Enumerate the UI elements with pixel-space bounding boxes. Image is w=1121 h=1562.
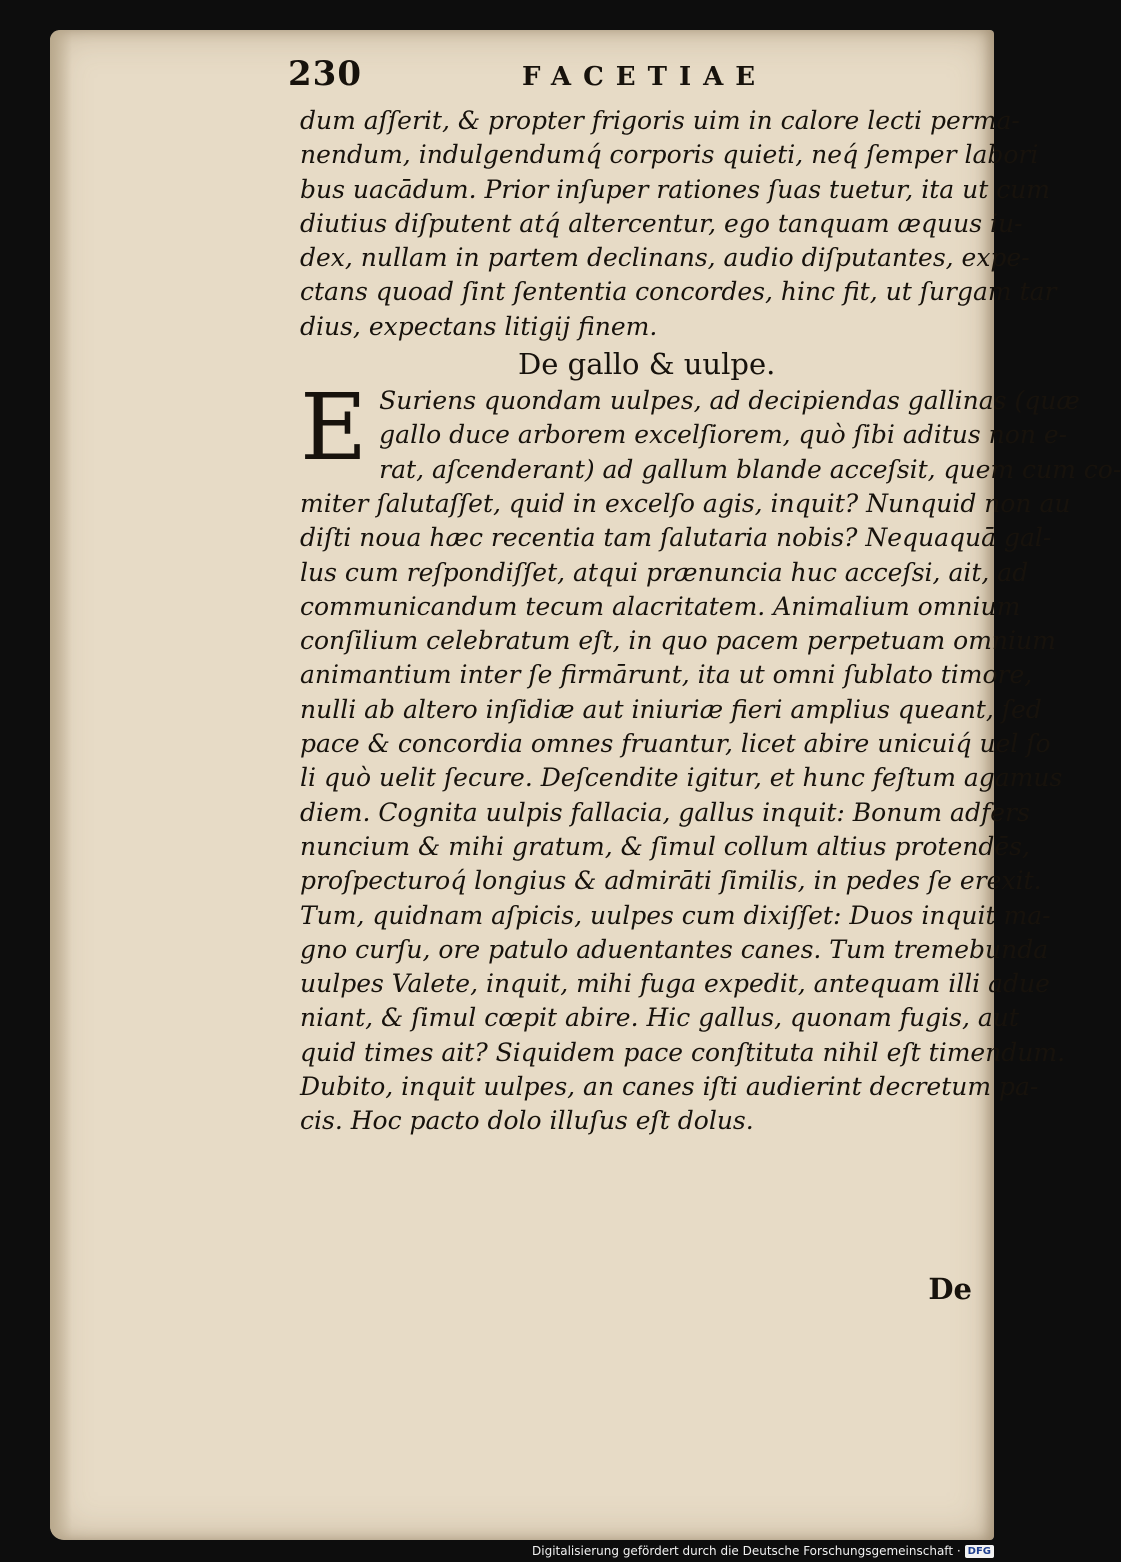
text-line: diem. Cognita uulpis fallacia, gallus inquit: Bonum adfers xyxy=(300,797,1030,827)
text-line: bus uacādum. Prior inſuper rationes ſuas tuetur, ita ut cum xyxy=(300,174,1050,204)
page-gutter-shadow xyxy=(50,30,72,1540)
text-line: conſilium celebratum eſt, in quo pacem perpetuam omnium xyxy=(300,626,1056,656)
text-line: li quò uelit ſecure. Deſcendite igitur, et hunc feſtum agamus xyxy=(300,763,1063,793)
text-line: gno curſu, ore patulo aduentantes canes. Tum tremebunda xyxy=(300,934,1049,964)
drop-cap-initial: E xyxy=(300,374,368,482)
page-number: 230 xyxy=(288,54,362,94)
page-text-block xyxy=(288,52,1121,1306)
text-line: nuncium & mihi gratum, & ſimul collum altius protendēs, xyxy=(300,831,1030,861)
text-line: diutius diſputent atq́ altercentur, ego tanquam æquus iu‐ xyxy=(300,208,1023,238)
page-header xyxy=(288,52,990,104)
text-line: quid times ait? Siquidem pace conſtituta nihil eſt timendum. xyxy=(300,1037,1066,1067)
text-line: dius, expectans litigij finem. xyxy=(300,311,658,341)
digitization-credit xyxy=(532,1544,994,1558)
text-line: nulli ab altero inſidiæ aut iniuriæ fieri amplius queant, ſed xyxy=(300,694,1042,724)
text-line: ctans quoad ſint ſententia concordes, hinc fit, ut ſurgam tar xyxy=(300,277,1057,307)
text-line: cis. Hoc pacto dolo illuſus eſt dolus. xyxy=(300,1106,754,1136)
text-line: gallo duce arborem excelſiorem, quò ſibi aditus non e‐ xyxy=(379,420,1068,450)
text-line: miter ſalutaſſet, quid in excelſo agis, inquit? Nunquid non au xyxy=(300,488,1071,518)
text-line: pace & concordia omnes fruantur, licet abire unicuiq́ uel ſo xyxy=(300,729,1051,759)
text-line: diſti noua hæc recentia tam ſalutaria nobis? Nequaquā gal‐ xyxy=(300,523,1052,553)
text-line: niant, & ſimul cœpit abire. Hic gallus, quonam fugis, aut xyxy=(300,1003,1019,1033)
text-line: Suriens quondam uulpes, ad decipiendas gallinas (quæ xyxy=(379,386,1080,416)
story-text xyxy=(300,374,1121,1139)
text-line: lus cum reſpondiſſet, atqui prænuncia huc acceſsi, ait, ad xyxy=(300,557,1029,587)
text-line: nendum, indulgendumq́ corporis quieti, neq́ ſemper labori xyxy=(300,140,1039,170)
text-line: communicandum tecum alacritatem. Animalium omnium xyxy=(300,591,1021,621)
text-line: rat, aſcenderant) ad gallum blande acceſsit, quem cum co‐ xyxy=(379,454,1121,484)
catchword: De xyxy=(928,1272,972,1306)
text-line: dum aſſerit, & propter frigoris uim in calore lecti perma‐ xyxy=(300,106,1020,135)
text-line: uulpes Valete, inquit, mihi fuga expedit, antequam illi adue xyxy=(300,969,1050,999)
section-title: De gallo & uulpe. xyxy=(518,347,776,382)
text-line: animantium inter ſe firmārunt, ita ut omni ſublato timore, xyxy=(300,660,1033,690)
preceding-story-text xyxy=(300,104,1057,344)
text-line: Dubito, inquit uulpes, an canes iſti audierint decretum pa‐ xyxy=(300,1072,1039,1102)
text-line: dex, nullam in partem declinans, audio diſputantes, expe‐ xyxy=(300,243,1030,273)
dfg-logo: DFG xyxy=(965,1545,994,1558)
credit-text: Digitalisierung gefördert durch die Deutsche Forschungsgemeinschaft · xyxy=(532,1544,961,1558)
text-line: proſpecturoq́ longius & admirāti ſimilis, in pedes ſe erexit. xyxy=(300,866,1042,896)
text-line: Tum, quidnam aſpicis, uulpes cum dixiſſet: Duos inquit ma‐ xyxy=(300,900,1051,930)
running-head: FACETIAE xyxy=(522,62,768,92)
